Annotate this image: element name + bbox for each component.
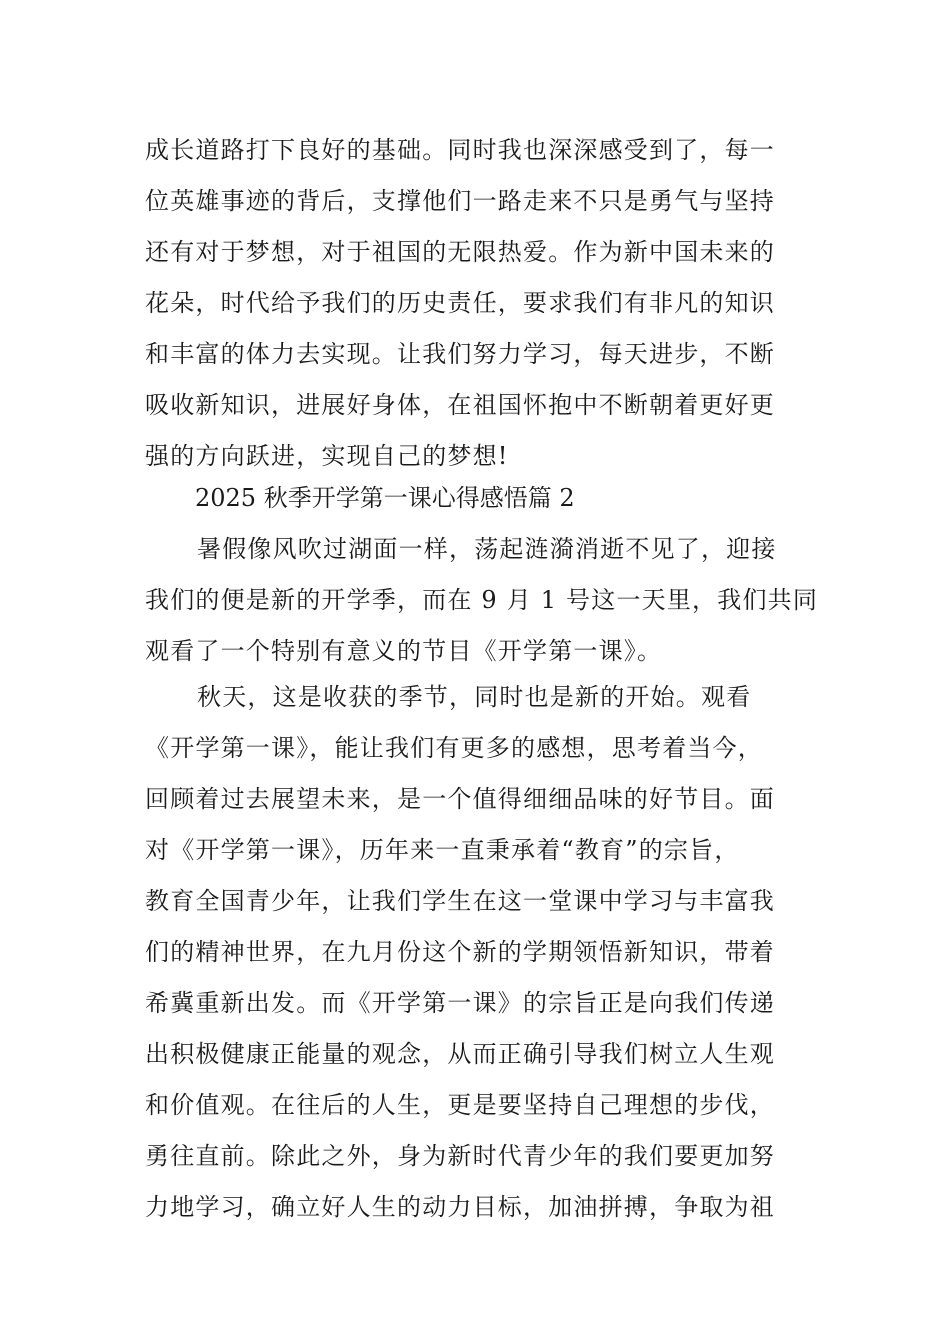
paragraph-3-line: 秋天，这是收获的季节，同时也是新的开始。观看	[197, 683, 752, 711]
section-heading: 2025 秋季开学第一课心得感悟篇 2	[195, 484, 575, 512]
paragraph-3-line: 希冀重新出发。而《开学第一课》的宗旨正是向我们传递	[145, 989, 775, 1017]
paragraph-3-line: 和价值观。在往后的人生，更是要坚持自己理想的步伐，	[145, 1091, 775, 1119]
paragraph-3-line: 勇往直前。除此之外，身为新时代青少年的我们要更加努	[145, 1142, 775, 1170]
paragraph-3-line: 对《开学第一课》，历年来一直秉承着“教育”的宗旨，	[145, 836, 740, 864]
paragraph-3-line: 回顾着过去展望未来，是一个值得细细品味的好节目。面	[145, 785, 775, 813]
paragraph-1-line: 花朵，时代给予我们的历史责任，要求我们有非凡的知识	[145, 289, 775, 317]
paragraph-2-line: 暑假像风吹过湖面一样，荡起涟漪消逝不见了，迎接	[197, 535, 777, 563]
paragraph-2-line: 我们的便是新的开学季，而在 9 月 1 号这一天里，我们共同	[145, 586, 819, 614]
paragraph-3-line: 力地学习，确立好人生的动力目标，加油拼搏，争取为祖	[145, 1193, 775, 1221]
paragraph-3-line: 《开学第一课》，能让我们有更多的感想，思考着当今，	[145, 734, 763, 762]
paragraph-2	[145, 524, 819, 677]
paragraph-1-line: 成长道路打下良好的基础。同时我也深深感受到了，每一	[145, 136, 775, 164]
paragraph-1-line: 位英雄事迹的背后，支撑他们一路走来不只是勇气与坚持	[145, 187, 775, 215]
paragraph-1-line: 还有对于梦想，对于祖国的无限热爱。作为新中国未来的	[145, 238, 775, 266]
paragraph-3-line: 出积极健康正能量的观念，从而正确引导我们树立人生观	[145, 1040, 775, 1068]
paragraph-3-line: 教育全国青少年，让我们学生在这一堂课中学习与丰富我	[145, 887, 775, 915]
paragraph-2-line: 观看了一个特别有意义的节目《开学第一课》。	[145, 637, 663, 665]
paragraph-1	[145, 125, 815, 482]
paragraph-1-line: 和丰富的体力去实现。让我们努力学习，每天进步，不断	[145, 340, 775, 368]
paragraph-3	[145, 672, 815, 1233]
paragraph-3-line: 们的精神世界，在九月份这个新的学期领悟新知识，带着	[145, 938, 775, 966]
paragraph-1-line: 吸收新知识，进展好身体，在祖国怀抱中不断朝着更好更	[145, 391, 775, 419]
paragraph-1-line: 强的方向跃进，实现自己的梦想!	[145, 442, 509, 470]
